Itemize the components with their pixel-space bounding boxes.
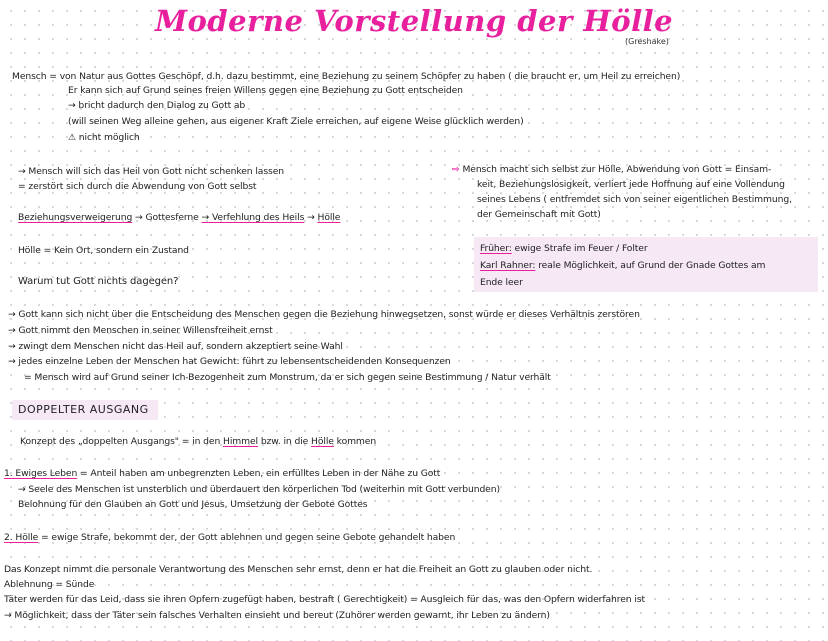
concept-chain [18, 212, 340, 224]
point1-line3: Belohnung für den Glauben an Gott und Jesus, Umsetzung der Gebote Gottes [18, 499, 368, 510]
frueher-line [480, 243, 648, 255]
point2-line [4, 532, 455, 544]
double-arrow-icon: ⇨ [452, 164, 460, 175]
right-line2: keit, Beziehungslosigkeit, verliert jede Hoffnung auf eine Vollendung [477, 179, 785, 190]
section-heading-text: DOPPELTER AUSGANG [18, 403, 149, 416]
chain-item-gottesferne: → Gottesferne [135, 212, 199, 223]
hoelle-definition: Hölle = Kein Ort, sondern ein Zustand [18, 245, 189, 256]
right-line1 [452, 164, 771, 176]
konzept-post: kommen [336, 436, 377, 447]
right-line1-text: Mensch macht sich selbst zur Hölle, Abwendung von Gott = Einsam- [462, 164, 772, 175]
point2-text: = ewige Strafe, bekommt der, der Gott ablehnen und gegen seine Gebote gehandelt haben [41, 532, 456, 543]
point2-label: 2. Hölle [4, 532, 39, 543]
chain-item-beziehungsverweigerung: Beziehungsverweigerung [18, 212, 133, 223]
page-title: Moderne Vorstellung der Hölle [154, 4, 674, 38]
point1-line2: → Seele des Menschen ist unsterblich und überdauert den körperlichen Tod (weiterhin mit Gott verbunden) [18, 484, 500, 495]
question-line: Warum tut Gott nichts dagegen? [18, 276, 179, 287]
mensch-definition-line3: → bricht dadurch den Dialog zu Gott ab [68, 100, 246, 111]
konzept-line [20, 436, 376, 448]
rahner-text: reale Möglichkeit, auf Grund der Gnade Gottes am [538, 260, 766, 271]
answer-line-1: → Gott kann sich nicht über die Entscheidung des Menschen gegen die Beziehung hinwegsetzen, sonst würde er dieses Verhältnis zerstören [8, 309, 640, 320]
frueher-label: Früher: [480, 243, 512, 254]
chain-item-verfehlung: → Verfehlung des Heils [201, 212, 305, 223]
point1-line1 [4, 468, 440, 480]
frueher-text: ewige Strafe im Feuer / Folter [514, 243, 648, 254]
left-line1: → Mensch will sich das Heil von Gott nicht schenken lassen [18, 166, 284, 177]
right-line3: seines Lebens ( entfremdet sich von seiner eigentlichen Bestimmung, [477, 194, 792, 205]
right-line4: der Gemeinschaft mit Gott) [477, 209, 601, 220]
chain-item-hoelle: Hölle [317, 212, 341, 223]
mensch-definition-line1: Mensch = von Natur aus Gottes Geschöpf, d.h. dazu bestimmt, eine Beziehung zu seinem Schöpfer zu haben ( die braucht er, um Heil zu erreichen) [12, 71, 681, 82]
rahner-line2: Ende leer [480, 277, 523, 288]
chain-arrow: → [307, 212, 315, 223]
not-possible-label: nicht möglich [78, 132, 140, 143]
closing-line-1: Das Konzept nimmt die personale Verantwortung des Menschen sehr ernst, denn er hat die Freiheit an Gott zu glauben oder nicht. [4, 564, 593, 575]
point1-label: 1. Ewiges Leben [4, 468, 78, 479]
mensch-definition-line4: (will seinen Weg alleine gehen, aus eigener Kraft Ziele erreichen, auf eigene Weise glücklich werden) [68, 116, 524, 127]
answer-line-3: → zwingt dem Menschen nicht das Heil auf, sondern akzeptiert seine Wahl [8, 341, 343, 352]
closing-line-2: Ablehnung = Sünde [4, 579, 95, 590]
section-heading [12, 400, 158, 420]
answer-line-4: → jedes einzelne Leben der Menschen hat Gewicht: führt zu lebensentscheidenden Konsequenzen [8, 356, 451, 367]
answer-line-2: → Gott nimmt den Menschen in seiner Willensfreiheit ernst [8, 325, 273, 336]
left-line2: = zerstört sich durch die Abwendung von Gott selbst [18, 181, 257, 192]
rahner-label: Karl Rahner: [480, 260, 536, 271]
mensch-definition-line2: Er kann sich auf Grund seines freien Willens gegen eine Beziehung zu Gott entscheiden [68, 85, 463, 96]
title-author-note: (Greshake) [625, 37, 669, 46]
closing-line-3: Täter werden für das Leid, dass sie ihren Opfern zugefügt haben, bestraft ( Gerechtigkeit) = Ausgleich für das, was den Opfern widerfahren ist [4, 594, 645, 605]
konzept-pre: Konzept des „doppelten Ausgangs" = in den [20, 436, 221, 447]
warning-triangle-icon: ⚠ [68, 133, 76, 143]
point1-text: = Anteil haben am unbegrenzten Leben, ein erfülltes Leben in der Nähe zu Gott [80, 468, 441, 479]
rahner-line [480, 260, 765, 272]
answer-line-5: = Mensch wird auf Grund seiner Ich-Bezogenheit zum Monstrum, da er sich gegen seine Bestimmung / Natur verhält [24, 372, 551, 383]
konzept-mid: bzw. in die [260, 436, 309, 447]
konzept-himmel: Himmel [223, 436, 258, 447]
closing-line-4: → Möglichkeit, dass der Täter sein falsches Verhalten einsieht und bereut (Zuhörer werden gewarnt, ihr Leben zu ändern) [4, 610, 550, 621]
mensch-definition-line5 [68, 132, 140, 144]
konzept-hoelle: Hölle [311, 436, 334, 447]
